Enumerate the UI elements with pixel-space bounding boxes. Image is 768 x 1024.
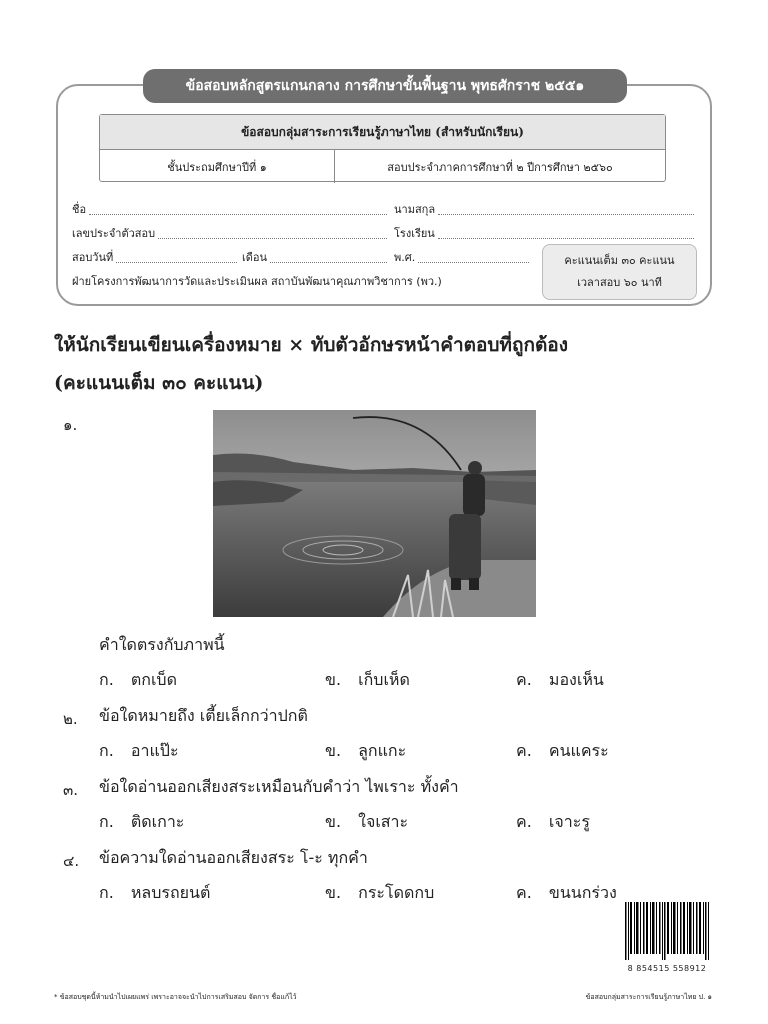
school-label: โรงเรียน (394, 227, 435, 240)
option-text: ตกเบ็ด (130, 670, 177, 689)
option-letter: ก. (99, 741, 114, 760)
surname-dotted-line (438, 200, 694, 215)
exam-term: สอบประจำภาคการศึกษาที่ ๒ ปีการศึกษา ๒๕๖๐ (387, 160, 613, 174)
exam-time: เวลาสอบ ๖๐ นาที (577, 276, 662, 289)
question-4-text: ข้อความใดอ่านออกเสียงสระ โ-ะ ทุกคำ (99, 848, 368, 867)
year-dotted-line (418, 248, 529, 263)
q4-option-c[interactable] (516, 881, 617, 906)
option-text: หลบรถยนต์ (130, 883, 211, 902)
subject-row (100, 150, 665, 183)
q2-option-a[interactable] (99, 739, 179, 764)
option-text: ใจเสาะ (358, 812, 409, 831)
barcode (624, 902, 710, 972)
name-field[interactable] (72, 200, 390, 218)
curriculum-banner: ข้อสอบหลักสูตรแกนกลาง การศึกษาขั้นพื้นฐาน พุทธศักราช ๒๕๕๑ (143, 69, 627, 103)
subject-title: ข้อสอบกลุ่มสาระการเรียนรู้ภาษาไทย (สำหรับนักเรียน) (100, 115, 665, 150)
question-4-number: ๔. (63, 852, 80, 870)
q2-option-b[interactable] (325, 739, 406, 764)
school-dotted-line (438, 224, 694, 239)
q3-option-a[interactable] (99, 810, 184, 835)
exam-date-dotted-line (116, 248, 237, 263)
question-2-text: ข้อใดหมายถึง เตี้ยเล็กกว่าปกติ (99, 706, 308, 725)
option-text: อาแป๊ะ (130, 741, 179, 760)
option-text: ขนนกร่วง (548, 883, 617, 902)
month-dotted-line (270, 248, 387, 263)
option-text: คนแคระ (548, 741, 609, 760)
option-text: กระโดดกบ (358, 883, 435, 902)
exam-date-field[interactable] (72, 248, 240, 266)
option-letter: ก. (99, 670, 114, 689)
exam-id-label: เลขประจำตัวสอบ (72, 227, 156, 240)
q2-option-c[interactable] (516, 739, 609, 764)
option-letter: ข. (325, 883, 342, 902)
barcode-number: 8 854515 558912 (627, 964, 707, 973)
option-text: มองเห็น (548, 670, 604, 689)
option-text: ลูกแกะ (358, 741, 407, 760)
score-box (542, 244, 697, 300)
name-dotted-line (89, 200, 387, 215)
q3-option-c[interactable] (516, 810, 590, 835)
name-label: ชื่อ (72, 203, 87, 216)
option-text: เก็บเห็ด (358, 670, 410, 689)
q4-option-a[interactable] (99, 881, 210, 906)
subject-table (99, 114, 666, 182)
option-letter: ข. (325, 812, 342, 831)
option-letter: ค. (516, 812, 532, 831)
surname-field[interactable] (394, 200, 697, 218)
exam-date-label: สอบวันที่ (72, 251, 114, 264)
option-letter: ค. (516, 741, 532, 760)
school-field[interactable] (394, 224, 697, 242)
grade-level: ชั้นประถมศึกษาปีที่ ๑ (100, 150, 335, 183)
barcode-bars (624, 902, 710, 960)
full-score: คะแนนเต็ม ๓๐ คะแนน (564, 254, 675, 267)
footer-subject: ข้อสอบกลุ่มสาระการเรียนรู้ภาษาไทย ป. ๑ (585, 993, 712, 1001)
instruction-line-2: (คะแนนเต็ม ๓๐ คะแนน) (54, 372, 264, 394)
exam-id-dotted-line (158, 224, 387, 239)
q4-option-b[interactable] (325, 881, 434, 906)
question-3-text: ข้อใดอ่านออกเสียงสระเหมือนกับคำว่า ไพเราะ ทั้งคำ (99, 777, 459, 796)
option-letter: ค. (516, 670, 532, 689)
question-3-number: ๓. (63, 781, 79, 799)
question-1-number: ๑. (63, 416, 78, 434)
organization-line: ฝ่ายโครงการพัฒนาการวัดและประเมินผล สถาบันพัฒนาคุณภาพวิชาการ (พว.) (72, 275, 442, 288)
q1-option-c[interactable] (516, 668, 604, 693)
footer-note: * ข้อสอบชุดนี้ห้ามนำไปเผยแพร่ เพราะอาจจะนำไปการเสริมสอบ จัดการ ชื่อแก้ไว้ (54, 993, 297, 1001)
year-field[interactable] (394, 248, 532, 266)
q3-option-b[interactable] (325, 810, 408, 835)
fishing-photo (213, 410, 536, 617)
option-text: เจาะรู (548, 812, 590, 831)
option-letter: ก. (99, 883, 114, 902)
exam-id-field[interactable] (72, 224, 390, 242)
instruction-line-1: ให้นักเรียนเขียนเครื่องหมาย × ทับตัวอักษรหน้าคำตอบที่ถูกต้อง (54, 334, 568, 356)
surname-label: นามสกุล (394, 203, 436, 216)
month-label: เดือน (242, 251, 268, 264)
option-text: ติดเกาะ (130, 812, 185, 831)
year-label: พ.ศ. (394, 251, 416, 264)
option-letter: ข. (325, 741, 342, 760)
question-2-number: ๒. (63, 710, 78, 728)
q1-option-a[interactable] (99, 668, 177, 693)
month-field[interactable] (242, 248, 390, 266)
question-1-text: คำใดตรงกับภาพนี้ (99, 635, 225, 654)
option-letter: ข. (325, 670, 342, 689)
option-letter: ค. (516, 883, 532, 902)
q1-option-b[interactable] (325, 668, 410, 693)
option-letter: ก. (99, 812, 114, 831)
